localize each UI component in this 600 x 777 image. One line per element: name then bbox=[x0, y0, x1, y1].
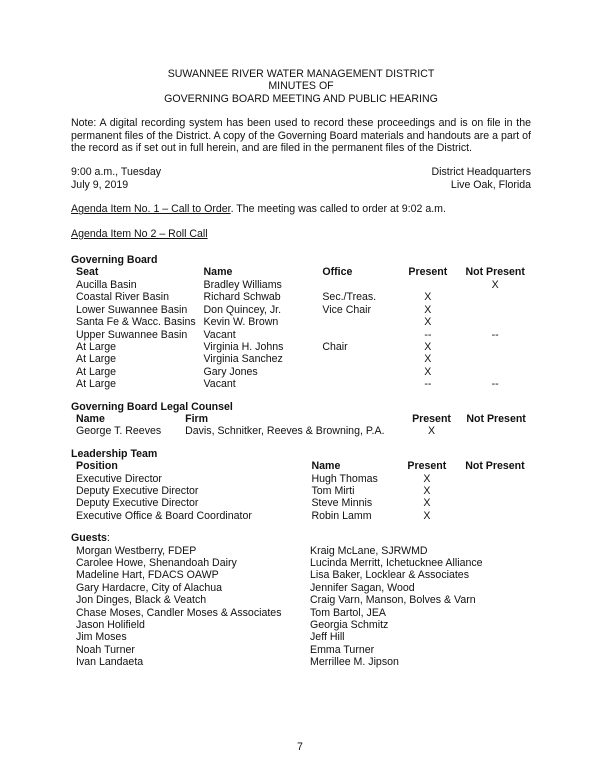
governing-board-title: Governing Board bbox=[71, 254, 158, 267]
leadership-team-title: Leadership Team bbox=[71, 447, 158, 460]
member-office bbox=[322, 366, 396, 378]
col-leader-present: Present bbox=[407, 460, 447, 473]
leader-position: Executive Office & Board Coordinator bbox=[76, 509, 252, 522]
leader-not-present bbox=[459, 510, 531, 522]
board-member-row bbox=[71, 366, 531, 378]
member-present: X bbox=[424, 303, 432, 316]
guest-name: Madeline Hart, FDACS OAWP bbox=[76, 569, 219, 582]
member-present: -- bbox=[424, 328, 432, 341]
counsel-not-present bbox=[461, 425, 531, 437]
legal-counsel-title: Governing Board Legal Counsel bbox=[71, 400, 233, 413]
leader-present: X bbox=[423, 472, 431, 485]
agenda-item-2 bbox=[71, 228, 531, 240]
governing-board-table bbox=[71, 266, 531, 390]
member-seat: At Large bbox=[76, 353, 117, 366]
guest-name: Emma Turner bbox=[310, 643, 375, 656]
col-counsel-name: Name bbox=[76, 412, 105, 425]
board-member-row bbox=[71, 353, 531, 365]
agenda-item-1-label: Agenda Item No. 1 – Call to Order bbox=[71, 203, 231, 216]
member-not-present: X bbox=[491, 278, 499, 291]
leader-name: Steve Minnis bbox=[311, 497, 373, 510]
member-present bbox=[396, 279, 459, 291]
col-leader-name: Name bbox=[311, 460, 341, 473]
governing-board-header-row bbox=[71, 266, 531, 278]
leader-not-present bbox=[459, 473, 531, 485]
agenda-item-2-label: Agenda Item No 2 – Roll Call bbox=[71, 227, 208, 240]
leadership-row bbox=[71, 497, 531, 509]
member-not-present: -- bbox=[491, 378, 499, 391]
agenda-item-1-text: . The meeting was called to order at 9:02 a.m. bbox=[230, 203, 446, 216]
member-office bbox=[322, 316, 396, 328]
member-name: Don Quincey, Jr. bbox=[203, 303, 282, 316]
col-firm: Firm bbox=[185, 412, 209, 425]
col-name: Name bbox=[203, 266, 233, 279]
leader-position: Deputy Executive Director bbox=[76, 497, 199, 510]
guest-name: Lucinda Merritt, Ichetucknee Alliance bbox=[310, 557, 483, 569]
guest-name: Carolee Howe, Shenandoah Dairy bbox=[76, 557, 237, 569]
member-present: X bbox=[424, 365, 432, 378]
counsel-row bbox=[71, 425, 531, 437]
guests-heading: Guests: bbox=[71, 532, 110, 545]
col-not-present: Not Present bbox=[465, 266, 525, 279]
member-name: Gary Jones bbox=[203, 365, 258, 378]
leader-position: Deputy Executive Director bbox=[76, 484, 199, 497]
board-member-row bbox=[71, 329, 531, 341]
board-member-row bbox=[71, 341, 531, 353]
member-not-present bbox=[459, 353, 531, 365]
member-name: Vacant bbox=[203, 328, 236, 341]
meeting-info bbox=[71, 166, 531, 191]
guest-name: Jon Dinges, Black & Veatch bbox=[76, 594, 207, 607]
col-position: Position bbox=[76, 460, 118, 473]
member-seat: Aucilla Basin bbox=[76, 278, 137, 291]
guest-name: Kraig McLane, SJRWMD bbox=[310, 544, 428, 557]
member-present: -- bbox=[424, 378, 432, 391]
leader-present: X bbox=[423, 484, 431, 497]
member-not-present: -- bbox=[491, 328, 499, 341]
guest-name: Chase Moses, Candler Moses & Associates bbox=[76, 606, 282, 619]
leader-not-present bbox=[459, 497, 531, 509]
leadership-team-body bbox=[71, 473, 531, 523]
member-seat: Santa Fe & Wacc. Basins bbox=[76, 316, 196, 329]
member-office: Sec./Treas. bbox=[322, 291, 377, 304]
board-member-row bbox=[71, 304, 531, 316]
leader-position: Executive Director bbox=[76, 472, 162, 485]
member-office bbox=[322, 353, 396, 365]
member-seat: Upper Suwannee Basin bbox=[76, 328, 188, 341]
counsel-present: X bbox=[427, 425, 436, 438]
leader-not-present bbox=[459, 485, 531, 497]
col-present: Present bbox=[408, 266, 448, 279]
member-seat: Coastal River Basin bbox=[76, 291, 170, 304]
member-name: Virginia H. Johns bbox=[203, 340, 284, 353]
governing-board-body bbox=[71, 279, 531, 391]
legal-counsel-body bbox=[71, 425, 531, 437]
member-not-present bbox=[459, 304, 531, 316]
guest-name: Jason Holifield bbox=[76, 619, 145, 632]
guest-name: Ivan Landaeta bbox=[76, 656, 144, 669]
guests-title: Guests bbox=[71, 532, 107, 545]
member-name: Richard Schwab bbox=[203, 291, 281, 304]
member-present: X bbox=[424, 353, 432, 366]
col-counsel-not-present: Not Present bbox=[466, 412, 526, 425]
member-name: Virginia Sanchez bbox=[203, 353, 283, 366]
meeting-time: 9:00 a.m., Tuesday bbox=[71, 166, 162, 179]
col-leader-not-present: Not Present bbox=[465, 460, 525, 473]
guest-name: Jeff Hill bbox=[310, 631, 345, 644]
leadership-header-row bbox=[71, 460, 531, 472]
member-seat: Lower Suwannee Basin bbox=[76, 303, 188, 316]
col-seat: Seat bbox=[76, 266, 99, 279]
member-name: Bradley Williams bbox=[203, 278, 282, 291]
guest-name: Craig Varn, Manson, Bolves & Varn bbox=[310, 594, 476, 607]
recording-note: Note: A digital recording system has been used to record these proceedings and is on file in the permanent files of the District. A copy of the Governing Board materials and handouts are a part of the record as if set out in full herein, and are filed in the permanent files of the District. bbox=[71, 117, 531, 155]
member-present: X bbox=[424, 316, 432, 329]
leadership-row bbox=[71, 485, 531, 497]
counsel-name: George T. Reeves bbox=[76, 425, 162, 438]
header-line-1: SUWANNEE RIVER WATER MANAGEMENT DISTRICT bbox=[167, 68, 435, 80]
board-member-row bbox=[71, 378, 531, 390]
member-name: Kevin W. Brown bbox=[203, 316, 279, 329]
guest-name: Gary Hardacre, City of Alachua bbox=[76, 581, 223, 594]
leadership-row bbox=[71, 510, 531, 522]
header-line-3: GOVERNING BOARD MEETING AND PUBLIC HEARING bbox=[164, 92, 438, 105]
member-seat: At Large bbox=[76, 378, 117, 391]
member-office bbox=[322, 329, 396, 341]
header-line-2: MINUTES OF bbox=[268, 80, 334, 93]
member-office bbox=[322, 279, 396, 291]
minutes-page bbox=[71, 68, 531, 669]
member-not-present bbox=[459, 291, 531, 303]
guests-list bbox=[76, 545, 531, 669]
guest-name: Lisa Baker, Locklear & Associates bbox=[310, 569, 469, 582]
legal-counsel-header-row bbox=[71, 413, 531, 425]
guest-name: Jennifer Sagan, Wood bbox=[310, 581, 415, 594]
member-not-present bbox=[459, 366, 531, 378]
meeting-location-2: Live Oak, Florida bbox=[450, 178, 531, 191]
meeting-location-1: District Headquarters bbox=[431, 166, 531, 179]
col-office: Office bbox=[322, 266, 353, 279]
leader-present: X bbox=[423, 497, 431, 510]
guest-name: Jim Moses bbox=[76, 631, 127, 644]
guest-name: Merrillee M. Jipson bbox=[310, 656, 399, 669]
member-name: Vacant bbox=[203, 378, 236, 391]
leadership-team-table bbox=[71, 460, 531, 522]
leader-name: Robin Lamm bbox=[311, 509, 372, 522]
member-present: X bbox=[424, 291, 432, 304]
member-not-present bbox=[459, 316, 531, 328]
legal-counsel-table bbox=[71, 413, 531, 438]
col-counsel-present: Present bbox=[412, 412, 451, 425]
guest-name: Noah Turner bbox=[76, 643, 135, 656]
member-office bbox=[322, 378, 396, 390]
board-member-row bbox=[71, 316, 531, 328]
document-header bbox=[71, 68, 531, 105]
member-seat: At Large bbox=[76, 340, 117, 353]
leader-present: X bbox=[423, 509, 431, 522]
board-member-row bbox=[71, 279, 531, 291]
counsel-firm: Davis, Schnitker, Reeves & Browning, P.A. bbox=[185, 425, 385, 438]
meeting-date: July 9, 2019 bbox=[71, 178, 129, 191]
leader-name: Tom Mirti bbox=[311, 484, 355, 497]
guest-name: Georgia Schmitz bbox=[310, 619, 389, 632]
board-member-row bbox=[71, 291, 531, 303]
leadership-row bbox=[71, 473, 531, 485]
leader-name: Hugh Thomas bbox=[311, 472, 378, 485]
member-not-present bbox=[459, 341, 531, 353]
member-present: X bbox=[424, 340, 432, 353]
member-office: Vice Chair bbox=[322, 303, 372, 316]
guest-name: Morgan Westberry, FDEP bbox=[76, 544, 197, 557]
agenda-item-1 bbox=[71, 203, 531, 215]
page-number: 7 bbox=[297, 741, 303, 753]
member-office: Chair bbox=[322, 340, 348, 353]
guest-name: Tom Bartol, JEA bbox=[310, 606, 386, 619]
member-seat: At Large bbox=[76, 365, 117, 378]
